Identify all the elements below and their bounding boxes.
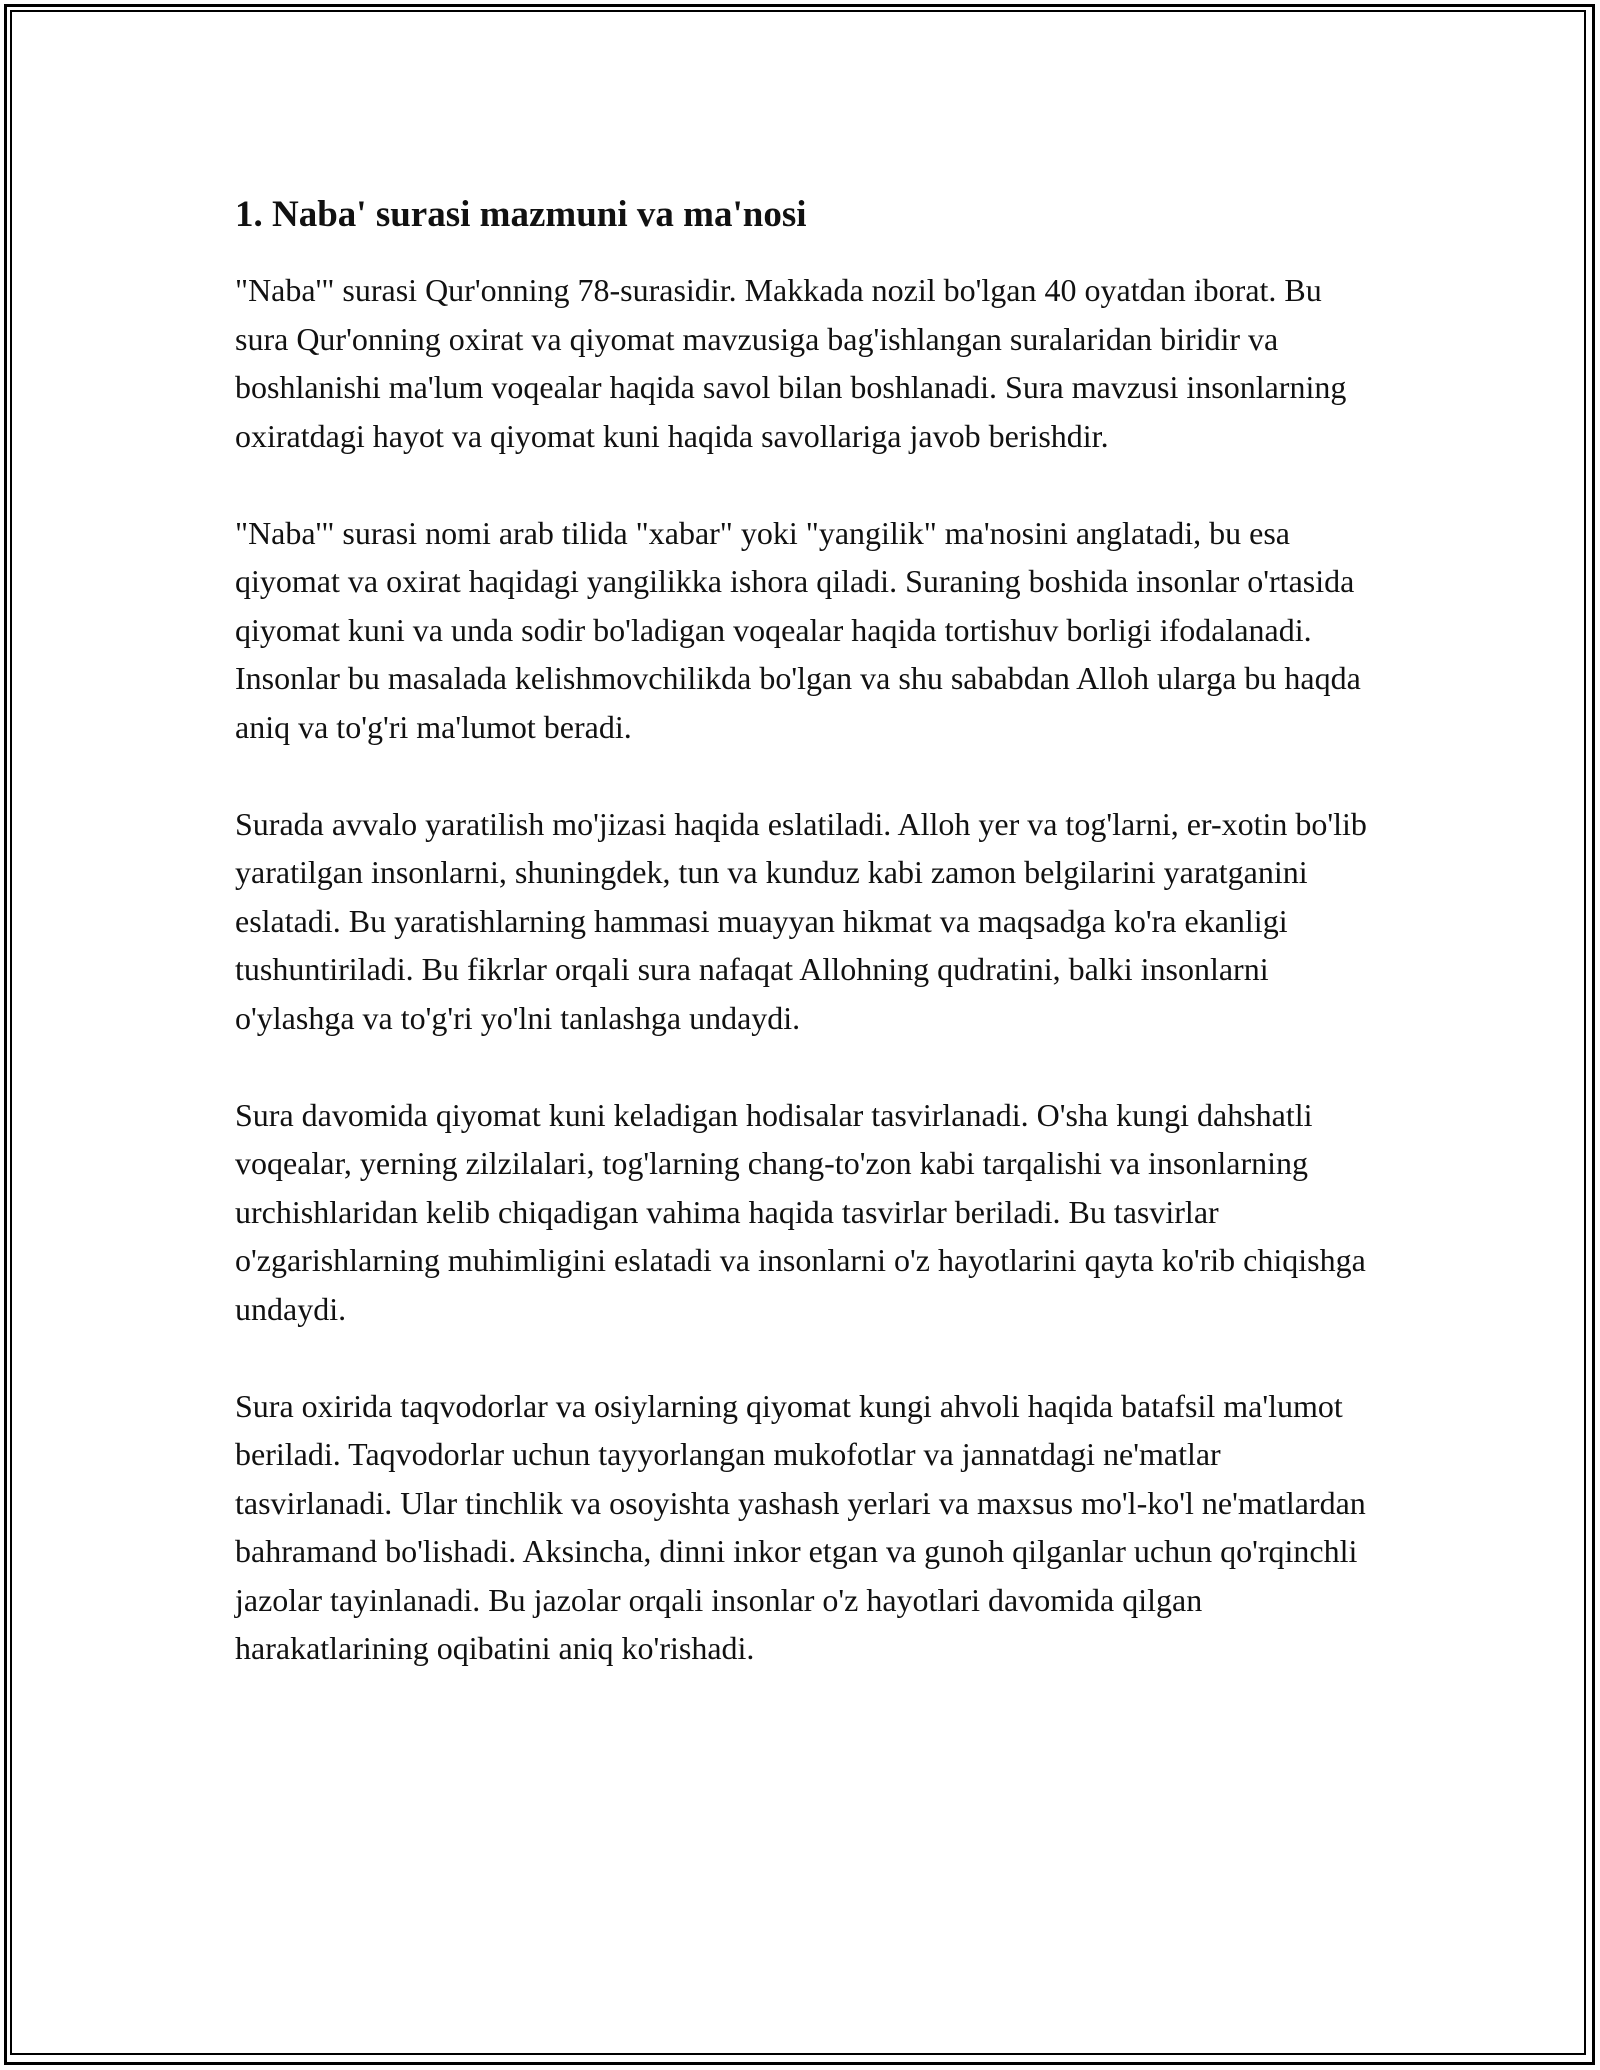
document-body	[235, 186, 1370, 1673]
section-heading: 1. Naba' surasi mazmuni va ma'nosi	[235, 194, 807, 235]
paragraph-5: Sura oxirida taqvodorlar va osiylarning qiyomat kungi ahvoli haqida batafsil ma'lumot beriladi. Taqvodorlar uchun tayyorlangan mukofotlar va jannatdagi ne'matlar tasvirlanadi. Ular tinchlik va osoyishta yashash yerlari va maxsus mo'l-ko'l ne'matlardan bahramand bo'lishadi. Aksincha, dinni inkor etgan va gunoh qilganlar uchun qo'rqinchli jazolar tayinlanadi. Bu jazolar orqali insonlar o'z hayotlari davomida qilgan harakatlarining oqibatini aniq ko'rishadi.	[235, 1387, 1366, 1666]
paragraph-4: Sura davomida qiyomat kuni keladigan hodisalar tasvirlanadi. O'sha kungi dahshatli voqealar, yerning zilzilalari, tog'larning chang-to'zon kabi tarqalishi va insonlarning urchishlaridan kelib chiqadigan vahima haqida tasvirlar beriladi. Bu tasvirlar o'zgarishlarning muhimligini eslatadi va insonlarni o'z hayotlarini qayta ko'rib chiqishga undaydi.	[235, 1096, 1366, 1327]
paragraph-3: Surada avvalo yaratilish mo'jizasi haqida eslatiladi. Alloh yer va tog'larni, er-xotin bo'lib yaratilgan insonlarni, shuningdek, tun va kunduz kabi zamon belgilarini yaratganini eslatadi. Bu yaratishlarning hammasi muayyan hikmat va maqsadga ko'ra ekanligi tushuntiriladi. Bu fikrlar orqali sura nafaqat Allohning qudratini, balki insonlarni o'ylashga va to'g'ri yo'lni tanlashga undaydi.	[235, 805, 1367, 1036]
paragraph-1: "Naba'" surasi Qur'onning 78-surasidir. Makkada nozil bo'lgan 40 oyatdan iborat. Bu sura Qur'onning oxirat va qiyomat mavzusiga bag'ishlangan suralaridan biridir va boshlanishi ma'lum voqealar haqida savol bilan boshlanadi. Sura mavzusi insonlarning oxiratdagi hayot va qiyomat kuni haqida savollariga javob berishdir.	[235, 272, 1347, 454]
paragraph-2: "Naba'" surasi nomi arab tilida "xabar" yoki "yangilik" ma'nosini anglatadi, bu esa qiyomat va oxirat haqidagi yangilikka ishora qiladi. Suraning boshida insonlar o'rtasida qiyomat kuni va unda sodir bo'ladigan voqealar haqida tortishuv borligi ifodalanadi. Insonlar bu masalada kelishmovchilikda bo'lgan va shu sababdan Alloh ularga bu haqda aniq va to'g'ri ma'lumot beradi.	[235, 514, 1361, 745]
